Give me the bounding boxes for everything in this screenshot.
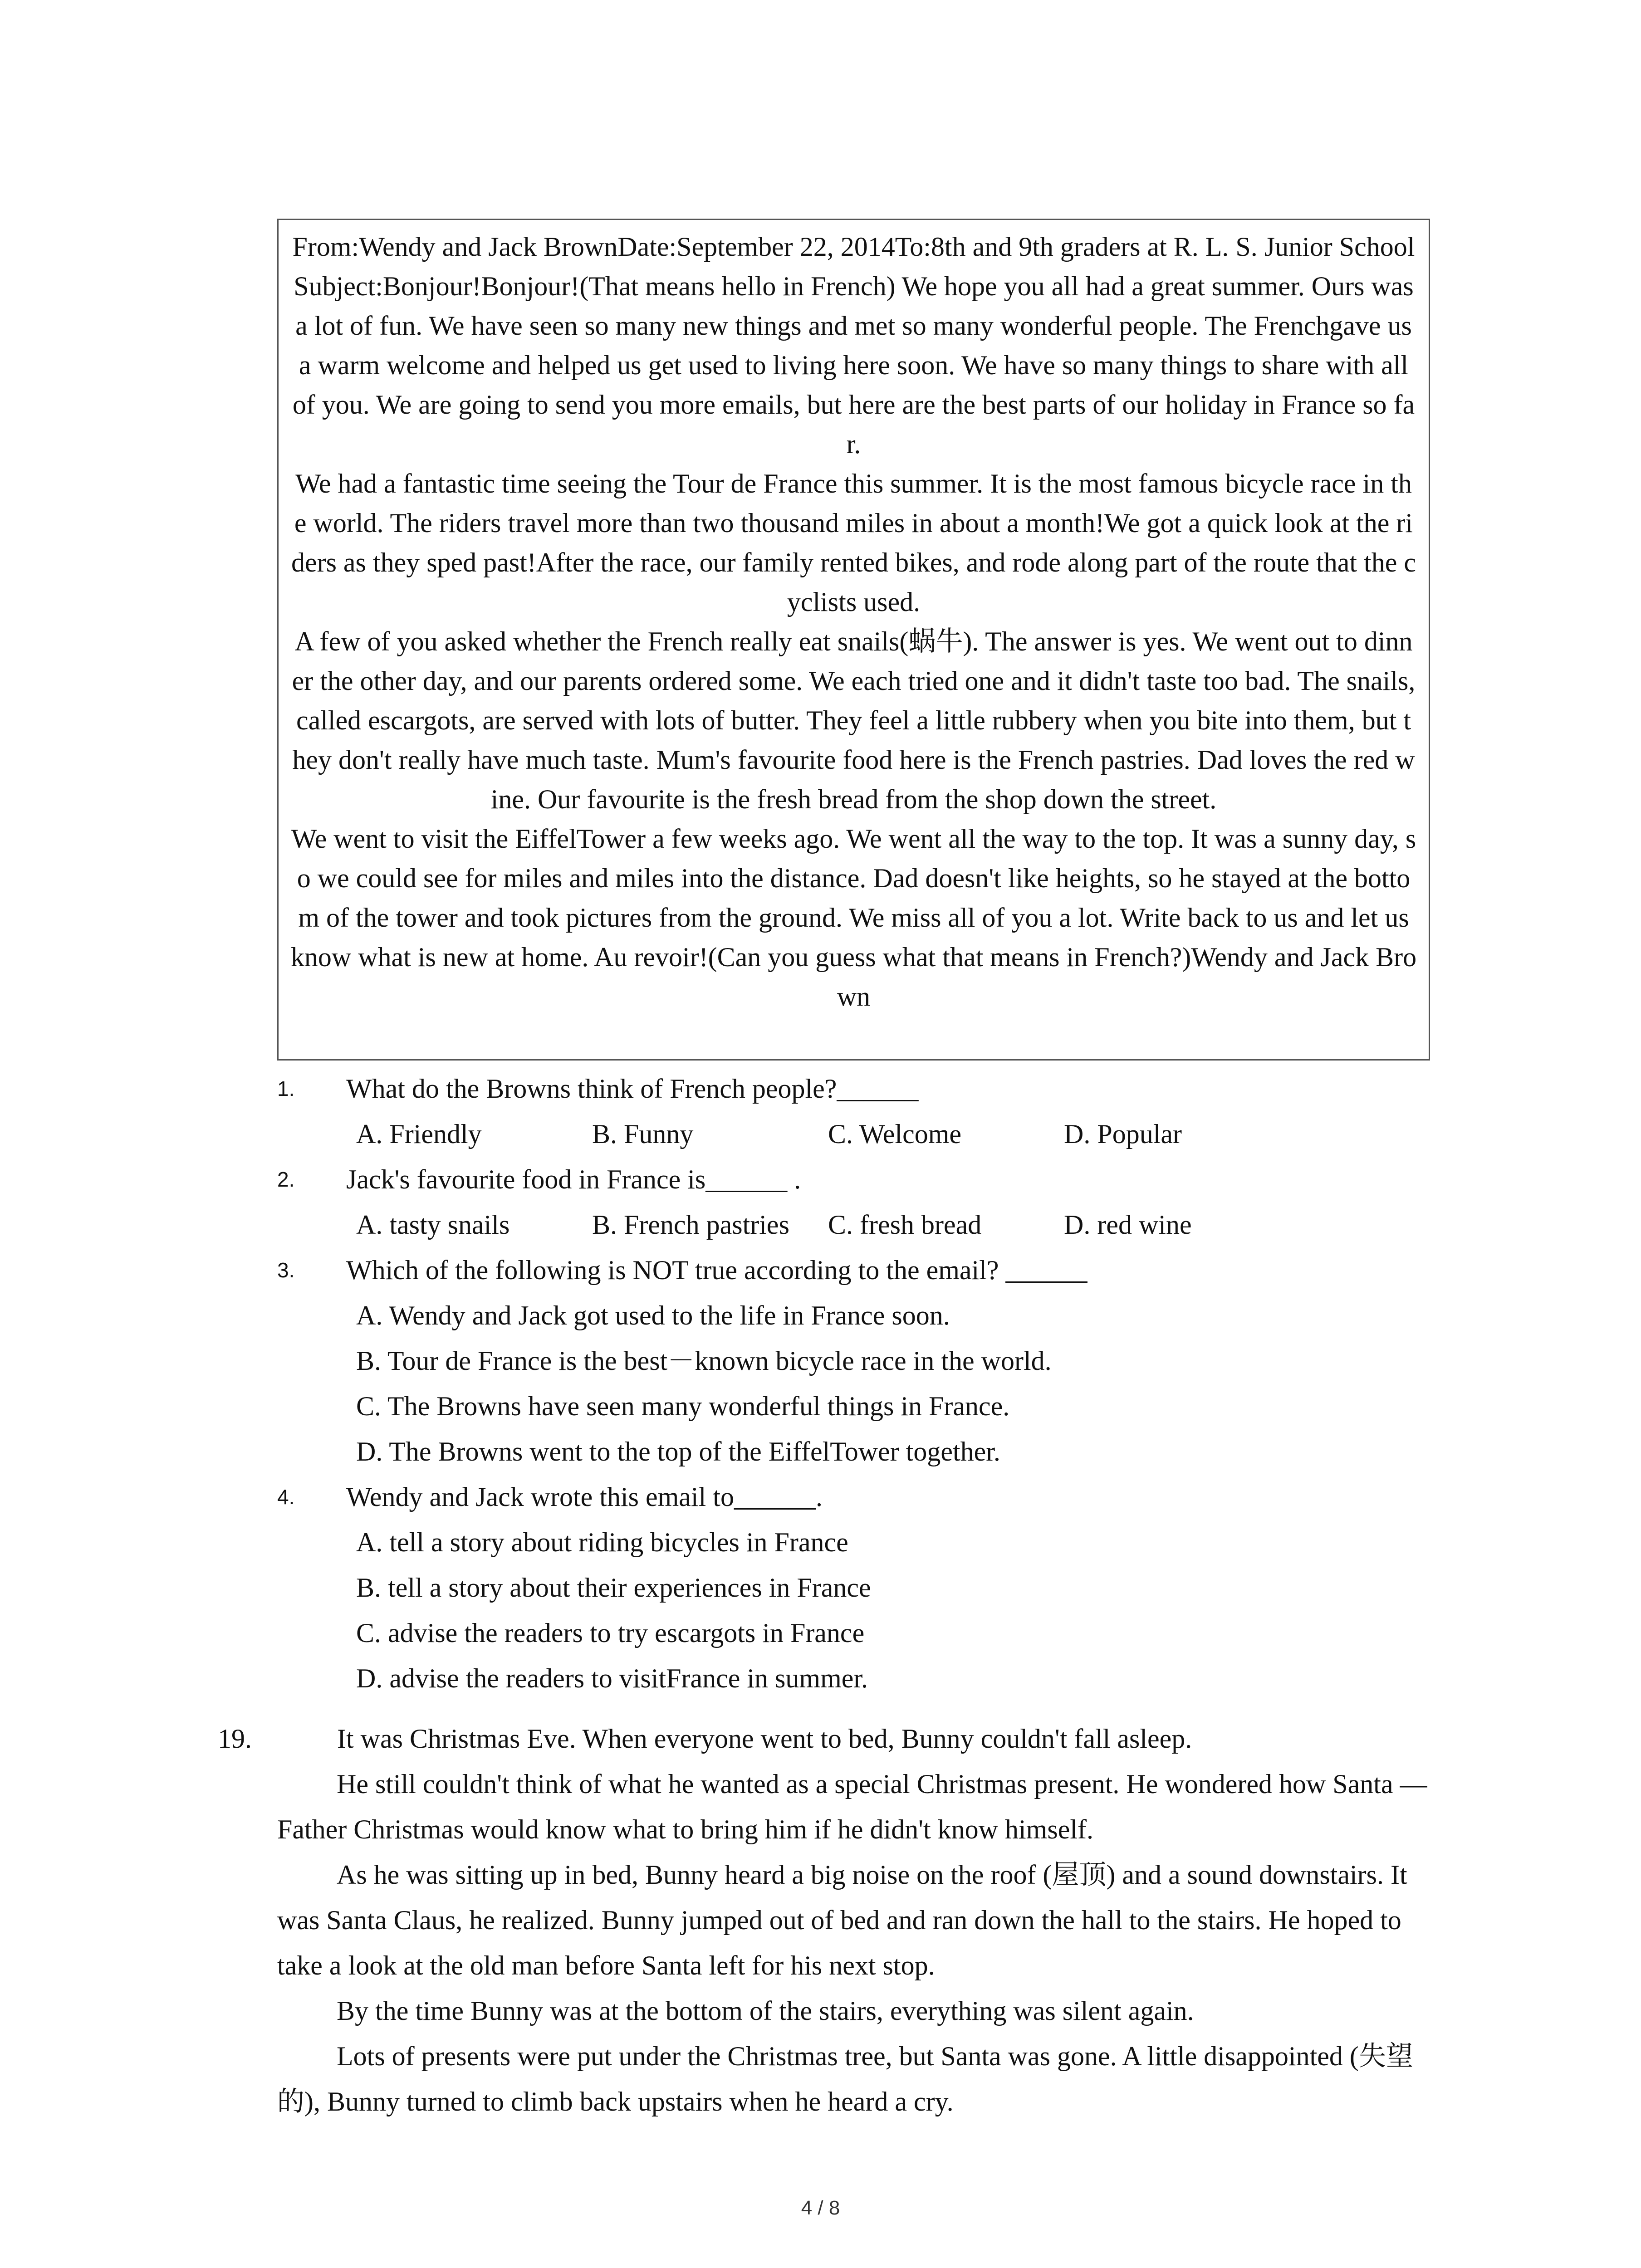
question-text: What do the Browns think of French people?______ <box>346 1074 919 1104</box>
question-number: 4. <box>277 1485 295 1509</box>
option: A. Wendy and Jack got used to the life in France soon. <box>356 1300 950 1330</box>
story-paragraph-5: Lots of presents were put under the Christmas tree, but Santa was gone. A little disappointed (失望的), Bunny turned to climb back upstairs when he heard a cry. <box>277 2041 1413 2116</box>
question-text: Jack's favourite food in France is______ . <box>346 1164 801 1194</box>
story-paragraph-1: It was Christmas Eve. When everyone went to bed, Bunny couldn't fall asleep. <box>337 1724 1192 1754</box>
question-number: 3. <box>277 1258 295 1282</box>
option: B. Tour de France is the best－known bicycle race in the world. <box>356 1346 1052 1376</box>
email-paragraph-2: We had a fantastic time seeing the Tour de France this summer. It is the most famous bicycle race in the world. The riders travel more than two thousand miles in about a month!We got a quick look at the riders as they sped past!After the race, our family rented bikes, and rode along part of the route that the cyclists used. <box>291 469 1416 617</box>
option: B. French pastries <box>592 1210 789 1240</box>
email-passage <box>277 219 1430 1061</box>
story-paragraph-3: As he was sitting up in bed, Bunny heard a big noise on the roof (屋顶) and a sound downstairs. It was Santa Claus, he realized. Bunny jumped out of bed and ran down the hall to the stairs. He hoped to take a look at the old man before Santa left for his next stop. <box>277 1860 1407 1980</box>
story-passage <box>218 1716 1443 2124</box>
option: D. red wine <box>1064 1210 1192 1240</box>
question-number: 2. <box>277 1168 295 1191</box>
question-text: Wendy and Jack wrote this email to______. <box>346 1482 823 1512</box>
question-text: Which of the following is NOT true according to the email? ______ <box>346 1255 1087 1285</box>
option: A. tasty snails <box>356 1210 510 1240</box>
email-paragraph-4: We went to visit the EiffelTower a few weeks ago. We went all the way to the top. It was a sunny day, so we could see for miles and miles into the distance. Dad doesn't like heights, so he stayed at the bottom of the tower and took pictures from the ground. We miss all of you a lot. Write back to us and let us know what is new at home. Au revoir!(Can you guess what that means in French?)Wendy and Jack Brown <box>290 824 1417 1012</box>
option: D. advise the readers to visitFrance in summer. <box>356 1663 868 1693</box>
passage-number: 19. <box>218 1724 252 1754</box>
option: A. tell a story about riding bicycles in France <box>356 1527 848 1557</box>
option: D. Popular <box>1064 1119 1182 1149</box>
story-paragraph-2: He still couldn't think of what he wanted as a special Christmas present. He wondered how Santa — Father Christmas would know what to bring him if he didn't know himself. <box>277 1769 1427 1844</box>
option: C. The Browns have seen many wonderful things in France. <box>356 1391 1010 1421</box>
option: A. Friendly <box>356 1119 482 1149</box>
option: C. fresh bread <box>828 1210 982 1240</box>
option: B. Funny <box>592 1119 694 1149</box>
option: D. The Browns went to the top of the EiffelTower together. <box>356 1437 1000 1466</box>
story-paragraph-4: By the time Bunny was at the bottom of the stairs, everything was silent again. <box>337 1996 1194 2026</box>
option: C. Welcome <box>828 1119 961 1149</box>
option: C. advise the readers to try escargots in France <box>356 1618 865 1648</box>
page-number: 4 / 8 <box>801 2197 840 2219</box>
email-paragraph-1: From:Wendy and Jack BrownDate:September 22, 2014To:8th and 9th graders at R. L. S. Junior SchoolSubject:Bonjour!Bonjour!(That means hello in French) We hope you all had a great summer. Ours was a lot of fun. We have seen so many new things and met so many wonderful people. The Frenchgave us a warm welcome and helped us get used to living here soon. We have so many things to share with all of you. We are going to send you more emails, but here are the best parts of our holiday in France so far. <box>292 232 1415 459</box>
option: B. tell a story about their experiences in France <box>356 1573 871 1603</box>
email-paragraph-3: A few of you asked whether the French really eat snails(蜗牛). The answer is yes. We went out to dinner the other day, and our parents ordered some. We each tried one and it didn't taste too bad. The snails, called escargots, are served with lots of butter. They feel a little rubbery when you bite into them, but they don't really have much taste. Mum's favourite food here is the French pastries. Dad loves the red wine. Our favourite is the fresh bread from the shop down the street. <box>292 626 1416 814</box>
question-number: 1. <box>277 1077 295 1100</box>
